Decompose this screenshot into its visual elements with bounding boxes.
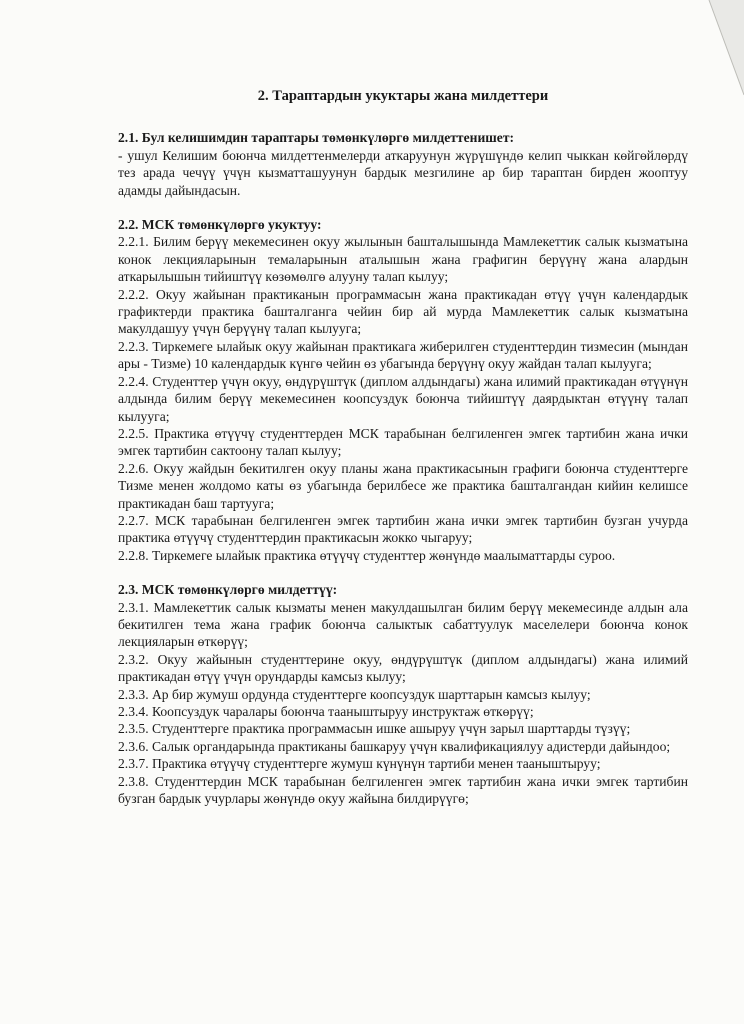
section-heading: 2.1. Бул келишимдин тараптары төмөнкүлөргө милдеттенишет:	[118, 130, 515, 146]
document-title: 2. Тараптардын укуктары жана милдеттери	[257, 88, 549, 104]
paragraph: - ушул Келишим боюнча милдеттенмелерди аткаруунун жүрүшүндө келип чыккан көйгөйлөрдү тез арада чечүү үчүн кызматташуунун бардык мезгилине ар бир тараптан бирден жооптуу адамды дайындасын.	[118, 147, 688, 198]
section-2-3	[118, 581, 688, 807]
section-2-2	[118, 216, 688, 564]
paragraph: 2.3.8. Студенттердин МСК тарабынан белгиленген эмгек тартибин жана ички эмгек тартибин бузган бардык учурлары жөнүндө окуу жайына билдирүүгө;	[118, 773, 688, 807]
paragraph: 2.2.4. Студенттер үчүн окуу, өндүрүштүк (диплом алдындагы) жана илимий практикадан өтүүнүн алдында билим берүү мекемесинен коопсуздук боюнча тийиштүү даярдыктан өтүүнү талап кылууга;	[118, 373, 688, 424]
paragraph: 2.3.6. Салык органдарында практиканы башкаруу үчүн квалификациялуу адистерди дайындоо;	[118, 738, 671, 754]
paragraph: 2.3.1. Мамлекеттик салык кызматы менен макулдашылган билим берүү мекемесинде алдын ала бекитилген тема жана график боюнча салыктык сабаттуулук маселелери боюнча конок лекцияларын өткөрүү;	[118, 599, 688, 650]
paragraph: 2.3.7. Практика өтүүчү студенттерге жумуш күнүнүн тартиби менен тааныштыруу;	[118, 756, 601, 772]
document-body	[118, 88, 688, 807]
paragraph: 2.2.8. Тиркемеге ылайык практика өтүүчү студенттер жөнүндө маалыматтарды суроо.	[118, 547, 616, 563]
section-heading: 2.3. МСК төмөнкүлөргө милдеттүү:	[118, 582, 338, 598]
section-2-1	[118, 129, 688, 199]
section-heading: 2.2. МСК төмөнкүлөргө укуктуу:	[118, 217, 322, 233]
paragraph: 2.3.3. Ар бир жумуш ордунда студенттерге коопсуздук шарттарын камсыз кылуу;	[118, 686, 591, 702]
paragraph: 2.2.3. Тиркемеге ылайык окуу жайынан практикага жиберилген студенттердин тизмесин (мындан ары - Тизме) 10 календардык күнгө чейин өз убагында берүүнү окуу жайдан талап кылууга;	[118, 338, 688, 372]
paragraph: 2.3.5. Студенттерге практика программасын ишке ашыруу үчүн зарыл шарттарды түзүү;	[118, 721, 631, 737]
paragraph: 2.3.4. Коопсуздук чаралары боюнча тааныштыруу инструктаж өткөрүү;	[118, 704, 534, 719]
paragraph: 2.2.2. Окуу жайынан практиканын программасын жана практикадан өтүү үчүн календардык графиктерди практика башталганга чейин бир ай мурда Мамлекеттик салык кызматына макулдашуу үчүн берүүнү талап кылууга;	[118, 286, 688, 337]
paragraph: 2.2.6. Окуу жайдын бекитилген окуу планы жана практикасынын графиги боюнча студенттерге Тизме менен жолдомо каты өз убагында берилбесе же практика башталгандан кийин келишсе практикадан баш тартууга;	[118, 460, 688, 511]
paragraph: 2.2.1. Билим берүү мекемесинен окуу жылынын башталышында Мамлекеттик салык кызматына конок лекцияларынын темаларынын аталышын жана графигин берүүнү жана алардын аткарылышын тийиштүү көзөмөлгө алууну талап кылуу;	[118, 234, 688, 285]
paragraph: 2.3.2. Окуу жайынын студенттерине окуу, өндүрүштүк (диплом алдындагы) жана илимий практикадан өтүү үчүн орундарды камсыз кылуу;	[118, 651, 688, 685]
paragraph: 2.2.5. Практика өтүүчү студенттерден МСК тарабынан белгиленген эмгек тартибин жана ички эмгек тартибин сактоону талап кылуу;	[118, 425, 688, 459]
paragraph: 2.2.7. МСК тарабынан белгиленген эмгек тартибин жана ички эмгек тартибин бузган учурда практика өтүүчү студенттердин практикасын жокко чыгаруу;	[118, 512, 688, 546]
